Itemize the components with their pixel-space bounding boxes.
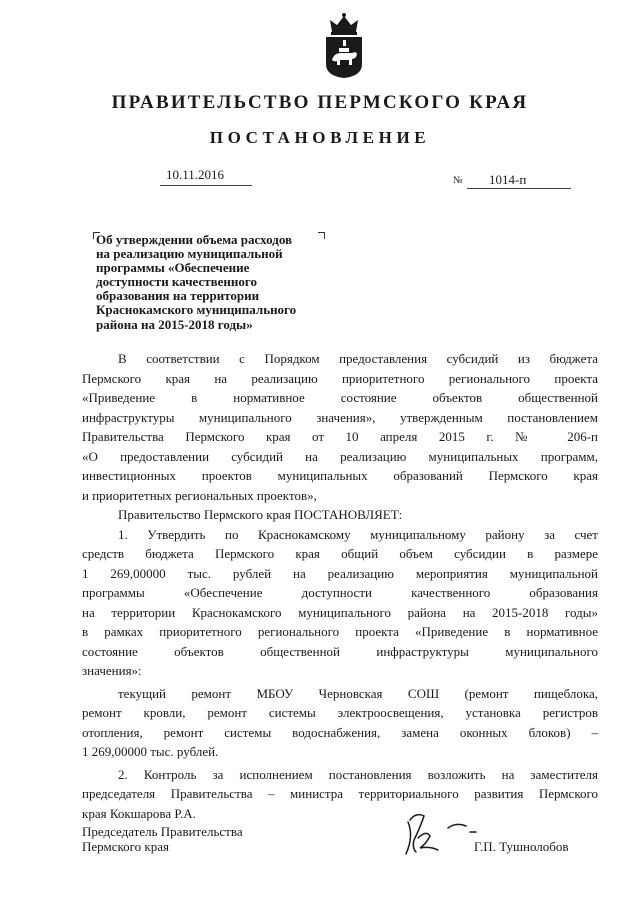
subject-line: района на 2015-2018 годы» xyxy=(96,316,253,332)
body-line: состояние объектов общественной инфраструктуры муниципального xyxy=(82,643,598,659)
document-subject xyxy=(96,233,346,332)
position-line: Пермского края xyxy=(82,839,169,854)
body-line: и приоритетных региональных проектов», xyxy=(82,487,317,503)
body-line: в рамках приоритетного регионального проекта «Приведение в нормативное xyxy=(82,624,598,639)
body-line: В соответствии с Порядком предоставления субсидий из бюджета xyxy=(118,351,598,366)
body-line: отопления, ремонт системы водоснабжения, замена оконных блоков) – xyxy=(82,724,598,740)
document-body xyxy=(82,349,598,823)
body-line: значения»: xyxy=(82,663,142,678)
body-line: края Кокшарова Р.А. xyxy=(82,805,196,821)
body-line: инвестиционных проектов муниципальных образований Пермского края xyxy=(82,468,598,483)
subject-line: Краснокамского муниципального xyxy=(96,302,297,318)
body-line: председателя Правительства – министра территориального развития Пермского xyxy=(82,786,598,801)
number-underline xyxy=(467,188,571,189)
body-line: «О предоставлении субсидий на реализацию муниципальных программ, xyxy=(82,448,598,464)
document-date: 10.11.2016 xyxy=(166,167,225,182)
body-line: средств бюджета Пермского края общий объем субсидии в размере xyxy=(82,546,598,561)
number-sign: № xyxy=(453,175,463,186)
signatory-position xyxy=(82,824,243,854)
document-date-field xyxy=(166,167,250,189)
subject-line: программы «Обеспечение xyxy=(96,260,250,276)
government-title: ПРАВИТЕЛЬСТВО ПЕРМСКОГО КРАЯ xyxy=(111,92,529,113)
body-line: программы «Обеспечение доступности качественного образования xyxy=(82,585,598,600)
signatory-name: Г.П. Тушнолобов xyxy=(474,839,569,854)
subject-line: на реализацию муниципальной xyxy=(96,246,283,262)
body-line: 1. Утвердить по Краснокамскому муниципальному району за счет xyxy=(118,526,598,542)
body-line: Правительства Пермского края от 10 апреля 2015 г. № 206-п xyxy=(82,429,598,444)
perm-krai-coat-of-arms-icon xyxy=(322,12,366,80)
body-line: 1 269,00000 тыс. рублей. xyxy=(82,744,219,759)
body-line: 2. Контроль за исполнением постановления возложить на заместителя xyxy=(118,766,598,782)
document-type: ПОСТАНОВЛЕНИЕ xyxy=(209,128,431,147)
body-line: текущий ремонт МБОУ Черновская СОШ (ремонт пищеблока, xyxy=(118,685,598,701)
position-line: Председатель Правительства xyxy=(82,824,243,839)
subject-line: образования на территории xyxy=(96,288,260,304)
body-line: на территории Краснокамского муниципального района на 2015-2018 годы» xyxy=(82,604,598,620)
document-number: 1014-п xyxy=(489,172,527,187)
body-line: Пермского края на реализацию приоритетного регионального проекта xyxy=(82,370,598,386)
document-number-field xyxy=(453,172,573,192)
date-underline xyxy=(160,185,252,186)
subject-line: Об утверждении объема расходов xyxy=(96,232,293,247)
body-line: инфраструктуры муниципального значения», утвержденным постановлением xyxy=(82,409,598,425)
subject-line: доступности качественного xyxy=(96,274,257,290)
body-line: «Приведение в нормативное состояние объектов общественной xyxy=(82,390,598,405)
body-line: 1 269,00000 тыс. рублей на реализацию мероприятия муниципальной xyxy=(82,565,598,581)
body-line: ремонт кровли, ремонт системы электроосвещения, установка регистров xyxy=(82,705,598,720)
body-line: Правительство Пермского края ПОСТАНОВЛЯЕТ: xyxy=(118,507,403,522)
